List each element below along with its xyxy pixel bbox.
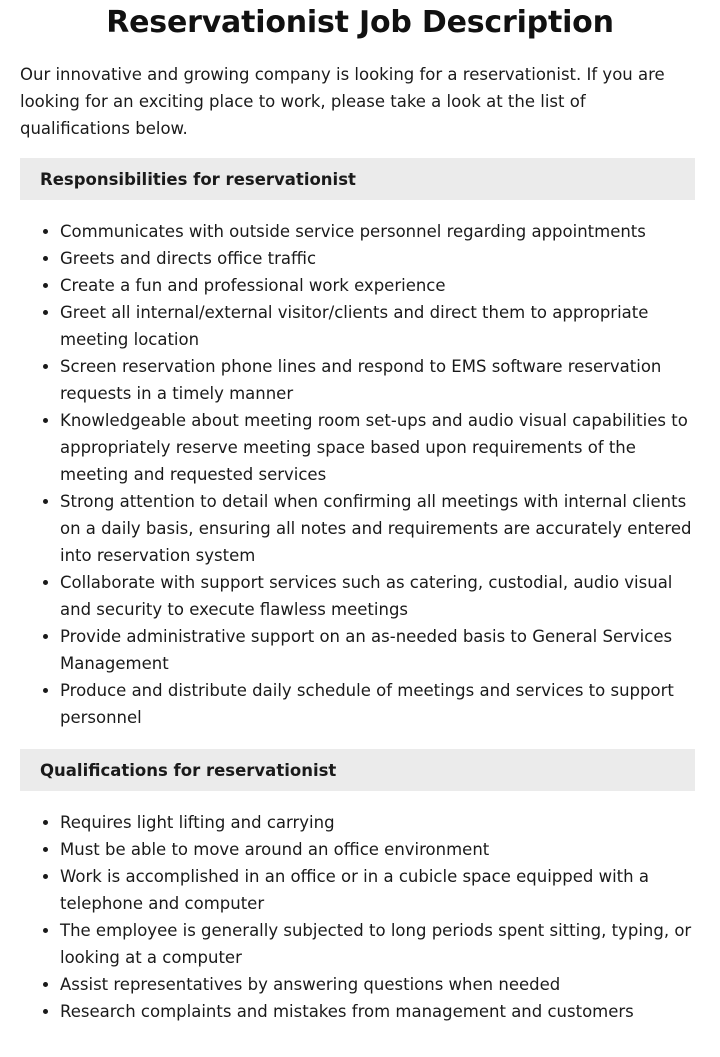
page-title: Reservationist Job Description	[106, 5, 614, 40]
list-item: • Collaborate with support services such as catering, custodial, audio visual and security to execute flawless meetings	[60, 569, 700, 623]
responsibilities-list	[20, 218, 700, 731]
responsibilities-heading: Responsibilities for reservationist	[20, 158, 695, 200]
list-item: • Must be able to move around an office environment	[60, 836, 700, 863]
list-item: • Research complaints and mistakes from management and customers	[60, 998, 700, 1025]
list-item: • Greet all internal/external visitor/clients and direct them to appropriate meeting location	[60, 299, 700, 353]
list-item: • Create a fun and professional work experience	[60, 272, 700, 299]
qualifications-heading: Qualifications for reservationist	[20, 749, 695, 791]
qualifications-list	[20, 809, 700, 1025]
list-item: • Provide administrative support on an as-needed basis to General Services Management	[60, 623, 700, 677]
list-item: • Greets and directs office traffic	[60, 245, 700, 272]
list-item: • The employee is generally subjected to long periods spent sitting, typing, or looking at a computer	[60, 917, 700, 971]
list-item: • Requires light lifting and carrying	[60, 809, 700, 836]
list-item: • Work is accomplished in an office or in a cubicle space equipped with a telephone and computer	[60, 863, 700, 917]
list-item: • Produce and distribute daily schedule of meetings and services to support personnel	[60, 677, 700, 731]
list-item: • Strong attention to detail when confirming all meetings with internal clients on a daily basis, ensuring all notes and requirements are accurately entered into reservation system	[60, 488, 700, 569]
list-item: • Screen reservation phone lines and respond to EMS software reservation requests in a timely manner	[60, 353, 700, 407]
list-item: • Knowledgeable about meeting room set-ups and audio visual capabilities to appropriately reserve meeting space based upon requirements of the meeting and requested services	[60, 407, 700, 488]
intro-paragraph: Our innovative and growing company is looking for a reservationist. If you are looking for an exciting place to work, please take a look at the list of qualifications below.	[20, 65, 665, 138]
list-item: • Assist representatives by answering questions when needed	[60, 971, 700, 998]
list-item: • Communicates with outside service personnel regarding appointments	[60, 218, 700, 245]
